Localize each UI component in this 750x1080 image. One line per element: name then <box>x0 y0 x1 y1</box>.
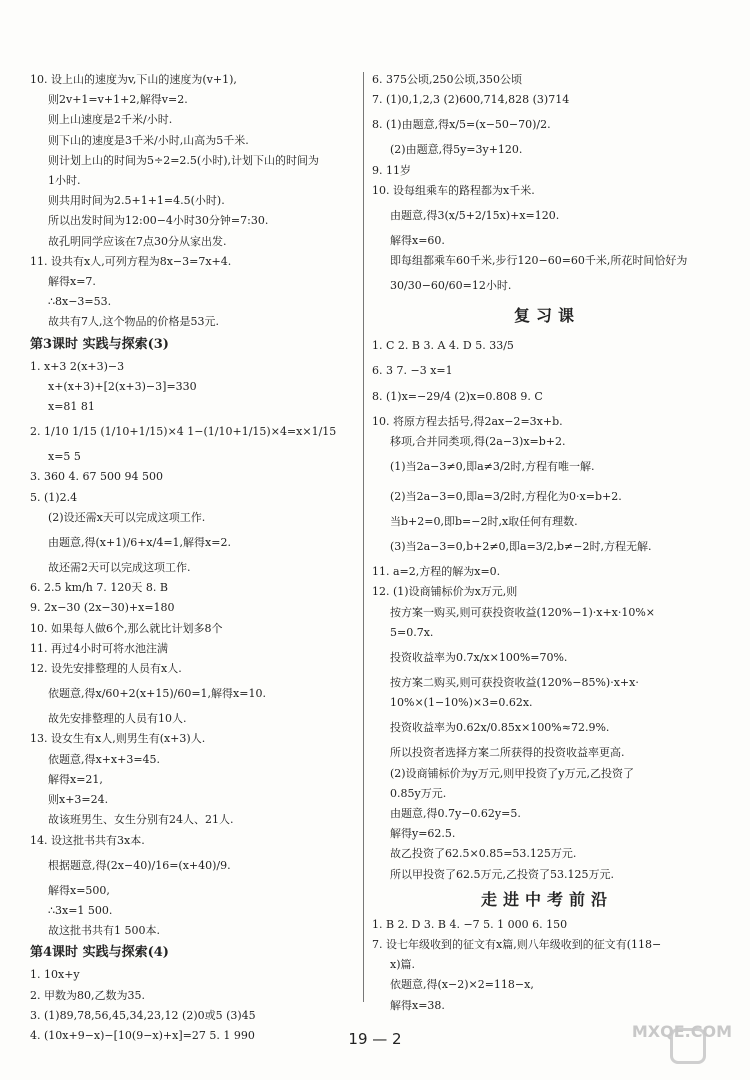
text-line: 故还需2天可以完成这项工作. <box>48 561 191 575</box>
right-block-1 <box>372 70 722 301</box>
section-heading: 第3课时 实践与探索(3) <box>30 336 169 352</box>
text-line: 1小时. <box>48 174 81 188</box>
section-heading: 第4课时 实践与探索(4) <box>30 945 169 961</box>
text-line: (2)由题意,得5y=3y+120. <box>390 143 523 157</box>
text-line: (1)当2a−3≠0,即a≠3/2时,方程有唯一解. <box>390 460 595 474</box>
text-line: 故该班男生、女生分别有24人、21人. <box>48 813 234 827</box>
text-line: 解得y=62.5. <box>390 827 456 841</box>
right-column <box>372 70 722 1016</box>
text-line: (3)当2a−3=0,b+2≠0,即a=3/2,b≠−2时,方程无解. <box>390 540 652 554</box>
text-line: 1. C 2. B 3. A 4. D 5. 33/5 <box>372 339 514 353</box>
text-line: 所以投资者选择方案二所获得的投资收益率更高. <box>390 746 625 760</box>
text-line: 按方案一购买,则可获投资收益(120%−1)·x+x·10%× <box>390 605 656 619</box>
column-divider <box>363 72 364 1002</box>
text-line: 10. 将原方程去括号,得2ax−2=3x+b. <box>372 414 563 428</box>
text-line: 1. B 2. D 3. B 4. −7 5. 1 000 6. 150 <box>372 917 568 931</box>
text-line: 5. (1)2.4 <box>30 490 78 504</box>
text-line: 所以出发时间为12:00−4小时30分钟=7:30. <box>48 214 269 228</box>
right-block-3 <box>372 915 722 1016</box>
text-line: 9. 2x−30 (2x−30)+x=180 <box>30 601 175 615</box>
text-line: 由题意,得(x+1)/6+x/4=1,解得x=2. <box>48 536 231 550</box>
text-line: 10%×(1−10%)×3=0.62x. <box>390 696 533 710</box>
text-line: 10. 设每组乘车的路程都为x千米. <box>372 183 535 197</box>
text-line: 按方案二购买,则可获投资收益(120%−85%)·x+x· <box>390 676 639 690</box>
text-line: 解得x=21, <box>48 772 103 786</box>
text-line: 即每组都乘车60千米,步行120−60=60千米,所花时间恰好为 <box>390 254 688 268</box>
text-line: 则上山速度是2千米/小时. <box>48 113 173 127</box>
text-line: x+(x+3)+[2(x+3)−3]=330 <box>48 379 197 393</box>
text-line: 解得x=500, <box>48 883 110 897</box>
text-line: 则2v+1=v+1+2,解得v=2. <box>48 93 188 107</box>
text-line: 移项,合并同类项,得(2a−3)x=b+2. <box>390 434 566 448</box>
text-line: 则下山的速度是3千米/小时,山高为5千米. <box>48 133 249 147</box>
text-line: 11. a=2,方程的解为x=0. <box>372 565 501 579</box>
text-line: 投资收益率为0.7x/x×100%=70%. <box>390 651 568 665</box>
text-line: x=5 5 <box>48 450 81 464</box>
text-line: 30/30−60/60=12小时. <box>390 279 512 293</box>
text-line: 6. 2.5 km/h 7. 120天 8. B <box>30 581 168 595</box>
text-line: 则计划上山的时间为5÷2=2.5(小时),计划下山的时间为 <box>48 153 320 167</box>
text-line: x=81 81 <box>48 400 95 414</box>
text-line: 7. (1)0,1,2,3 (2)600,714,828 (3)714 <box>372 93 570 107</box>
text-line: 解得x=7. <box>48 275 96 289</box>
left-block-2 <box>30 357 360 942</box>
text-line: 10. 设上山的速度为v,下山的速度为(v+1), <box>30 73 237 86</box>
text-line: 则x+3=24. <box>48 793 109 807</box>
text-line: 解得x=38. <box>390 998 445 1012</box>
text-line: 10. 如果每人做6个,那么就比计划多8个 <box>30 621 223 635</box>
text-line: 6. 3 7. −3 x=1 <box>372 364 453 378</box>
text-line: (2)当2a−3=0,即a=3/2时,方程化为0·x=b+2. <box>390 490 622 504</box>
text-line: 故共有7人,这个物品的价格是53元. <box>48 315 219 329</box>
text-line: 12. (1)设商铺标价为x万元,则 <box>372 585 518 599</box>
text-line: 11. 设共有x人,可列方程为8x−3=7x+4. <box>30 254 232 268</box>
text-line: 依题意,得x/60+2(x+15)/60=1,解得x=10. <box>48 687 266 701</box>
text-line: 3. 360 4. 67 500 94 500 <box>30 470 163 484</box>
text-line: 1. 10x+y <box>30 968 80 982</box>
text-line: 故这批书共有1 500本. <box>48 924 160 938</box>
text-line: 8. (1)x=−29/4 (2)x=0.808 9. C <box>372 389 543 403</box>
text-line: 根据题意,得(2x−40)/16=(x+40)/9. <box>48 858 231 872</box>
text-line: 3. (1)89,78,56,45,34,23,12 (2)0或5 (3)45 <box>30 1008 256 1022</box>
text-line: 2. 1/10 1/15 (1/10+1/15)×4 1−(1/10+1/15)×4=x×1/15 <box>30 425 337 439</box>
text-line: 0.85y万元. <box>390 786 447 800</box>
text-line: (2)设商铺标价为y万元,则甲投资了y万元,乙投资了 <box>390 766 635 780</box>
text-line: 故孔明同学应该在7点30分从家出发. <box>48 234 227 248</box>
text-line: 解得x=60. <box>390 234 445 248</box>
section-title: 复习课 <box>513 306 580 326</box>
page-number: 19 — 2 <box>348 1030 402 1048</box>
text-line: 则共用时间为2.5+1+1=4.5(小时). <box>48 194 225 208</box>
text-line: 9. 11岁 <box>372 163 411 177</box>
text-line: ∴3x=1 500. <box>48 903 113 917</box>
text-line: x)篇. <box>390 958 415 972</box>
text-line: 当b+2=0,即b=−2时,x取任何有理数. <box>390 515 578 529</box>
text-line: 14. 设这批书共有3x本. <box>30 833 145 847</box>
text-line: 8. (1)由题意,得x/5=(x−50−70)/2. <box>372 118 551 132</box>
text-line: 12. 设先安排整理的人员有x人. <box>30 662 182 676</box>
text-line: 6. 375公顷,250公顷,350公顷 <box>372 73 522 86</box>
text-line: 投资收益率为0.62x/0.85x×100%≈72.9%. <box>390 721 610 735</box>
text-line: (2)设还需x天可以完成这项工作. <box>48 510 206 524</box>
text-line: 13. 设女生有x人,则男生有(x+3)人. <box>30 732 206 746</box>
text-line: 5=0.7x. <box>390 625 434 639</box>
text-line: 1. x+3 2(x+3)−3 <box>30 359 125 373</box>
left-column <box>30 70 360 1046</box>
text-line: 4. (10x+9−x)−[10(9−x)+x]=27 5. 1 990 <box>30 1028 255 1042</box>
text-line: 故先安排整理的人员有10人. <box>48 712 187 726</box>
text-line: 故乙投资了62.5×0.85=53.125万元. <box>390 847 577 861</box>
text-line: 所以甲投资了62.5万元,乙投资了53.125万元. <box>390 867 614 881</box>
watermark: MXQE.COM <box>631 1022 732 1041</box>
text-line: 依题意,得x+x+3=45. <box>48 752 161 766</box>
text-line: 7. 设七年级收到的征文有x篇,则八年级收到的征文有(118− <box>372 938 662 952</box>
text-line: ∴8x−3=53. <box>48 295 112 309</box>
text-line: 11. 再过4小时可将水池注满 <box>30 641 168 655</box>
text-line: 由题意,得3(x/5+2/15x)+x=120. <box>390 209 560 223</box>
section-title: 走进中考前沿 <box>480 889 613 909</box>
left-block-1 <box>30 70 360 333</box>
text-line: 2. 甲数为80,乙数为35. <box>30 988 145 1002</box>
text-line: 由题意,得0.7y−0.62y=5. <box>390 807 521 821</box>
text-line: 依题意,得(x−2)×2=118−x, <box>390 978 534 992</box>
right-block-2 <box>372 331 722 884</box>
